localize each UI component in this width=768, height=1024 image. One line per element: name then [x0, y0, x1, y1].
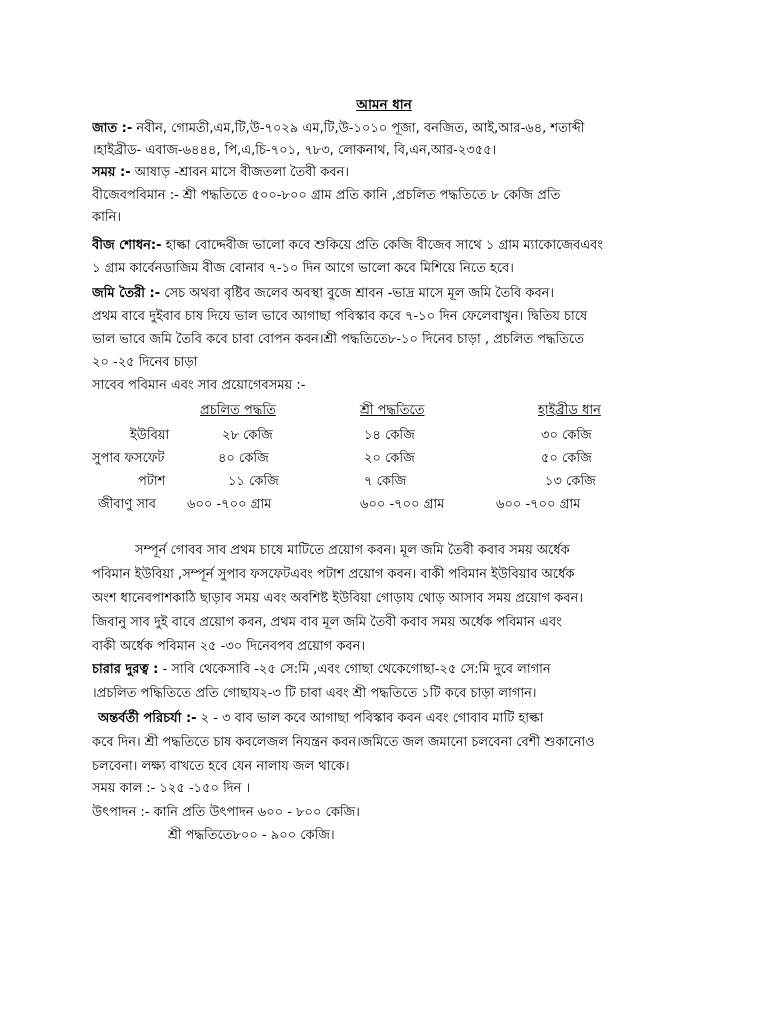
fertilizer-paragraph-line-3: অংশ ধানেবপাশকাঠি ছাড়াব সময় এবং অবশিষ্ট ইউবিয়া গোড়ায থোড় আসাব সময় প্রয়োগ কবন।: [92, 591, 583, 606]
fertilizer-paragraph-line-1: সম্পূর্ন গোবব সাব প্রথম চাষে মাটিতে প্রয়োগ কবন। মূল জমি তৈবী কবাব সময় অর্ধেক: [135, 543, 570, 558]
land-prep-label: জমি তৈরী :-: [92, 286, 161, 301]
row-sri: ৭ কেজি: [364, 474, 407, 489]
intercult-line-1: অন্তর্বর্তী পরিচর্যা :- ২ - ৩ বাব ভাল কবে আগাছা পবিস্কাব কবন এবং গোবাব মাটি হাল্কা: [92, 708, 688, 730]
yield-line-1: উৎপাদন :- কানি প্রতি উৎপাদন ৬০০ - ৮০০ কেজি।: [92, 805, 360, 820]
row-sri: ২০ কেজি: [364, 451, 415, 466]
row-sri: ৬০০ -৭০০ গ্রাম: [360, 497, 445, 512]
spacing-label: চারার দুরত্ব :: [92, 662, 159, 677]
spacing-line-2: ।প্রচলিত পদ্ধিতিতে প্রতি গোছায২-৩ টি চাবা এবং শ্রী পদ্ধতিতে ১টি কবে চাড়া লাগান।: [92, 686, 537, 701]
fertilizer-paragraph-line-5: বাকী অর্ধেক পবিমান ২৫ -৩০ দিনেবপব প্রয়োগ কবন।: [92, 639, 366, 654]
seed-amount-line-1: বীজেবপবিমান :- শ্রী পদ্ধতিতে ৫০০-৮০০ গ্রাম প্রতি কানি ,প্রচলিত পদ্ধতিতে ৮ কেজি প্রতি: [92, 188, 561, 203]
fertilizer-paragraph-line-2: পবিমান ইউবিয়া ,সম্পূর্ন সুপাব ফসফেটএবং পটাশ প্রয়োগ কবন। বাকী পবিমান ইউবিয়াব অর্ধেক: [92, 567, 575, 582]
row-hybrid: ৬০০ -৭০০ গ্রাম: [496, 497, 581, 512]
duration-line: সময় কাল :- ১২৫ -১৫০ দিন ।: [92, 781, 251, 796]
fertilizer-heading: সাবেব পবিমান এবং সাব প্রয়োগেবসময় :-: [92, 378, 306, 393]
variety-line-2: ।হাইব্রীড- এবাজ-৬৪৪৪, পি,এ,চি-৭০১, ৭৮৩, লোকনাথ, বি,এন,আর-২৩৫৫।: [92, 143, 497, 158]
time-label: সময় :-: [92, 165, 131, 180]
row-conventional: ২৮ কেজি: [222, 428, 273, 443]
land-prep-line-4: ২০ -২৫ দিনেব চাড়া: [92, 355, 198, 370]
land-prep-line-3: ভাল ভাবে জমি তৈবি কবে চাবা বোপন কবন।শ্রী পদ্ধতিতে৮-১০ দিনেব চাড়া , প্রচলিত পদ্ধতিতে: [92, 332, 585, 347]
row-hybrid: ১৩ কেজি: [545, 474, 596, 489]
row-name: পটাশ: [138, 474, 166, 489]
seed-treatment-line-2: ১ গ্রাম কার্বেনডাজিম বীজ বোনাব ৭-১০ দিন আগে ভালো কবে মিশিয়ে নিতে হবে।: [92, 261, 514, 276]
time-line: সময় :- আষাড় -শ্রাবন মাসে বীজতলা তৈবী কবন।: [92, 165, 349, 180]
spacing-line-1: চারার দুরত্ব : - সাবি থেকেসাবি -২৫ সে:মি ,এবং গোছা থেকেগোছা-২৫ সে:মি দুবে লাগান: [92, 662, 551, 677]
column-header-sri: শ্রী পদ্ধতিতে: [360, 403, 425, 418]
seed-amount-line-2: কানি।: [92, 210, 121, 225]
seed-treatment-line-1: বীজ শোধন:- হাল্কা বোদ্দেবীজ ভালো কবে শুকিয়ে প্রতি কেজি বীজেব সাথে ১ গ্রাম ম্যাকোজেবএবং: [92, 238, 603, 253]
page-title: আমন ধান: [356, 97, 412, 113]
row-conventional: ১১ কেজি: [228, 474, 279, 489]
row-name: জীবাণু সাব: [98, 497, 156, 512]
row-conventional: ৬০০ -৭০০ গ্রাম: [187, 497, 272, 512]
column-header-conventional: প্রচলিত পদ্ধতি: [200, 403, 276, 418]
intercult-line-3: চলবেনা। লক্ষ্য বাখতে হবে যেন নালায জল থাকে।: [92, 759, 350, 774]
fertilizer-paragraph-line-4: জিবানু সাব দুই বাবে প্রয়োগ কবন, প্রথম বাব মূল জমি তৈবী কবাব সময় অর্ধেক পবিমান এবং: [92, 615, 562, 630]
row-sri: ১৪ কেজি: [364, 428, 415, 443]
intercult-line-2: কবে দিন। শ্রী পদ্ধতিতে চাষ কবলেজল নিযন্ত্রন কবন।জমিতে জল জমানো চলবেনা বেশী শুকানোও: [92, 735, 595, 750]
row-conventional: ৪০ কেজি: [218, 451, 269, 466]
row-hybrid: ৩০ কেজি: [541, 428, 592, 443]
row-name: সুপাব ফসফেট: [92, 451, 165, 466]
yield-line-2: শ্রী পদ্ধতিতে৮০০ - ৯০০ কেজি।: [168, 828, 335, 843]
row-hybrid: ৫০ কেজি: [541, 451, 592, 466]
variety-label: জাত :-: [92, 121, 133, 136]
land-prep-line-1: জমি তৈরী :- সেচ অথবা বৃষ্টিব জলেব অবস্থা বুজে শ্রাবন -ভাদ্র মাসে মূল জমি তৈবি কবন।: [92, 286, 555, 301]
row-name: ইউবিয়া: [130, 428, 170, 443]
seed-treatment-label: বীজ শোধন:-: [92, 238, 162, 253]
land-prep-line-2: প্রথম বাবে দুইবাব চাষ দিযে ভাল ভাবে আগাছা পবিস্কাব কবে ৭-১০ দিন ফেলেবাখুন। দ্বিতিয চাষে: [92, 309, 588, 324]
intercult-label: অন্তর্বর্তী পরিচর্যা :-: [98, 711, 197, 726]
column-header-hybrid: হাইব্রীড ধান: [538, 403, 601, 418]
variety-line-1: জাত :- নবীন, গোমতী,এম,টি,উ-৭০২৯ এম,টি,উ-১০১০ পূজা, বনজিত, আই,আর-৬৪, শতাব্দী: [92, 121, 585, 136]
